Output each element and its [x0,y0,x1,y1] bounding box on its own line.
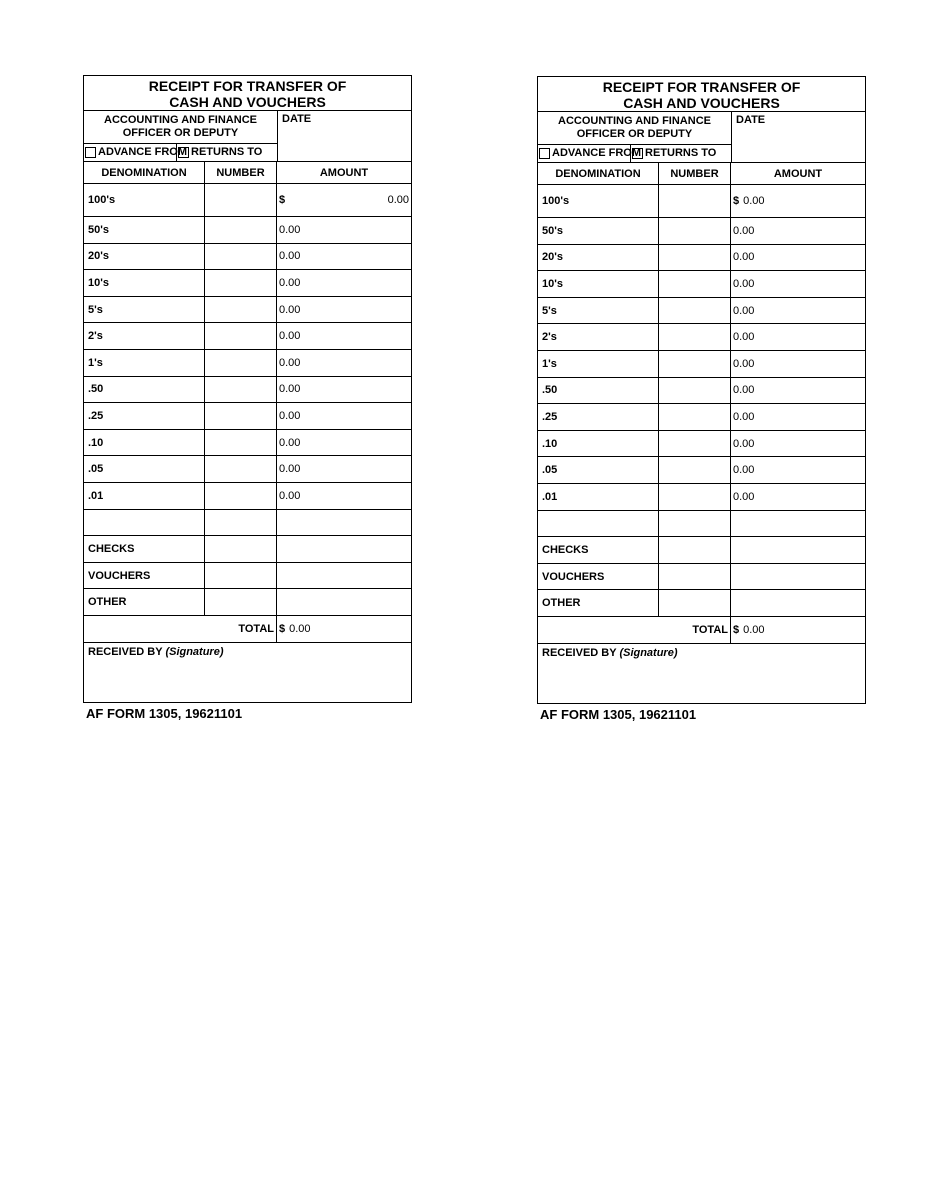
number-cell[interactable] [205,377,277,403]
total-currency-symbol: $ [733,623,740,636]
column-header-row [84,162,411,184]
date-label: DATE [736,114,766,126]
denomination-cell: 1's [538,351,659,377]
amount-cell[interactable] [277,403,411,429]
denomination-cell: CHECKS [84,536,205,562]
transfer-type-checks [84,144,277,161]
denomination-cell: .05 [84,456,205,482]
table-row [84,510,411,537]
column-header-row [538,163,865,185]
denomination-cell: 100's [84,184,205,216]
denomination-cell: .05 [538,457,659,483]
table-row [84,377,411,404]
amount-cell[interactable] [277,184,411,216]
amount-value: 0.00 [733,357,755,370]
table-row [538,484,865,511]
advance-from-option[interactable] [538,145,642,162]
amount-cell[interactable] [277,350,411,376]
number-cell[interactable] [659,484,731,510]
number-cell[interactable] [205,430,277,456]
number-cell[interactable] [205,297,277,323]
number-cell[interactable] [659,298,731,324]
amount-cell[interactable] [731,431,865,457]
denomination-cell: .10 [84,430,205,456]
amount-value: 0.00 [279,436,301,449]
table-row [538,537,865,564]
amount-value: 0.00 [733,437,755,450]
amount-cell[interactable] [731,404,865,430]
denomination-cell [84,510,205,536]
number-header: NUMBER [659,163,731,184]
table-row [84,456,411,483]
amount-value: 0.00 [279,463,301,476]
amount-cell[interactable] [277,456,411,482]
amount-cell[interactable] [731,324,865,350]
denomination-cell: VOUCHERS [84,563,205,589]
amount-cell[interactable] [731,537,865,563]
table-row [538,457,865,484]
amount-cell[interactable] [731,457,865,483]
returns-to-label: RETURNS TO [191,146,263,158]
officer-section [84,111,278,161]
amount-cell[interactable] [277,323,411,349]
amount-header: AMOUNT [773,167,823,180]
officer-label [84,111,277,144]
table-row [84,563,411,590]
denomination-cell: OTHER [538,590,659,616]
denomination-cell: OTHER [84,589,205,615]
number-cell[interactable] [659,457,731,483]
number-cell[interactable] [205,563,277,589]
denomination-cell: 2's [538,324,659,350]
amount-cell[interactable] [277,563,411,589]
table-row [84,403,411,430]
total-value: 0.00 [289,622,311,635]
table-row [84,350,411,377]
total-row [84,616,411,643]
table-row [538,431,865,458]
amount-cell[interactable] [277,483,411,509]
amount-cell[interactable] [731,564,865,590]
table-row [84,589,411,616]
amount-cell[interactable] [277,244,411,270]
amount-value: 0.00 [733,410,755,423]
table-row [538,590,865,617]
denomination-cell: 20's [538,245,659,271]
denomination-cell: .25 [538,404,659,430]
number-cell[interactable] [205,589,277,615]
denomination-cell: .50 [84,377,205,403]
number-cell[interactable] [205,184,277,216]
denomination-rows [84,184,411,616]
denomination-cell: 10's [84,270,205,296]
signature-note: (Signature) [619,646,678,659]
table-row [84,323,411,350]
form-title [538,77,865,112]
title-line-2: CASH AND VOUCHERS [169,94,326,110]
denomination-cell: 5's [84,297,205,323]
number-cell[interactable] [659,378,731,404]
amount-cell[interactable] [277,430,411,456]
advance-from-option[interactable] [84,144,188,161]
denomination-cell: .25 [84,403,205,429]
number-cell[interactable] [205,350,277,376]
amount-value: 0.00 [279,330,301,343]
number-cell[interactable] [659,218,731,244]
form-title [84,76,411,111]
total-row [538,617,865,644]
denomination-cell: .01 [84,483,205,509]
table-row [538,404,865,431]
table-row [84,297,411,324]
denomination-cell: .10 [538,431,659,457]
officer-line-2: OFFICER OR DEPUTY [122,127,239,139]
amount-cell[interactable] [731,245,865,271]
amount-cell[interactable] [731,298,865,324]
denomination-rows [538,185,865,617]
header-block [84,111,411,162]
number-cell[interactable] [659,590,731,616]
amount-value: 0.00 [279,250,301,263]
form-number: AF FORM 1305, 19621101 [540,706,697,722]
table-row [538,378,865,405]
denomination-cell: 10's [538,271,659,297]
amount-value: 0.00 [279,383,301,396]
table-row [84,483,411,510]
denomination-cell: 50's [84,217,205,243]
table-row [84,244,411,271]
table-row [538,298,865,325]
amount-value: 0.00 [733,384,755,397]
amount-value: 0.00 [733,331,755,344]
returns-to-option[interactable] [177,144,277,161]
amount-value: 0.00 [733,490,755,503]
amount-value: 0.00 [743,195,765,207]
table-row [538,324,865,351]
amount-value: 0.00 [733,464,755,477]
amount-cell[interactable] [277,510,411,536]
table-row [84,270,411,297]
receipt-form-left [83,75,412,721]
amount-cell[interactable] [731,511,865,537]
amount-cell[interactable] [277,297,411,323]
returns-to-checkbox[interactable] [632,148,643,159]
number-cell[interactable] [205,244,277,270]
table-row [538,245,865,272]
amount-header: AMOUNT [319,166,369,179]
number-cell[interactable] [659,245,731,271]
total-amount-field[interactable] [731,617,865,643]
number-cell[interactable] [205,483,277,509]
amount-value: 0.00 [279,276,301,289]
denomination-cell [538,511,659,537]
officer-section [538,112,732,162]
number-cell[interactable] [659,351,731,377]
amount-value: 0.00 [279,303,301,316]
transfer-type-checks [538,145,731,162]
amount-value: 0.00 [733,251,755,264]
currency-symbol: $ [279,194,286,206]
number-cell[interactable] [205,270,277,296]
advance-from-label: ADVANCE FROM [98,146,188,158]
total-label: TOTAL [538,617,731,643]
amount-cell[interactable] [731,271,865,297]
number-cell[interactable] [205,217,277,243]
receipt-box [83,75,412,703]
date-field[interactable] [278,111,411,161]
table-row [84,536,411,563]
received-by-field[interactable] [84,643,411,702]
amount-cell[interactable] [731,351,865,377]
number-cell[interactable] [659,564,731,590]
table-row [84,184,411,217]
received-by-label: RECEIVED BY [88,645,163,658]
advance-from-label: ADVANCE FROM [552,147,642,159]
advance-from-checkbox[interactable] [539,148,550,159]
denomination-cell: .50 [538,378,659,404]
denomination-header: DENOMINATION [538,163,659,184]
amount-cell[interactable] [277,270,411,296]
table-row [84,430,411,457]
table-row [538,564,865,591]
returns-to-option[interactable] [631,145,731,162]
denomination-cell: 5's [538,298,659,324]
denomination-cell: 1's [84,350,205,376]
amount-value: 0.00 [279,409,301,422]
title-line-1: RECEIPT FOR TRANSFER OF [602,79,801,95]
amount-cell[interactable] [277,536,411,562]
officer-line-2: OFFICER OR DEPUTY [576,128,693,140]
amount-cell[interactable] [731,185,865,217]
total-currency-symbol: $ [279,622,286,635]
number-cell[interactable] [205,510,277,536]
receipt-form-right [537,76,866,722]
officer-label [538,112,731,145]
title-line-1: RECEIPT FOR TRANSFER OF [148,78,347,94]
amount-value: 0.00 [733,304,755,317]
table-row [538,218,865,245]
number-cell[interactable] [205,323,277,349]
signature-note: (Signature) [165,645,224,658]
amount-value: 0.00 [279,489,301,502]
number-cell[interactable] [659,324,731,350]
total-amount-field[interactable] [277,616,411,642]
date-field[interactable] [732,112,865,162]
currency-symbol: $ [733,195,740,207]
received-by-field[interactable] [538,644,865,703]
denomination-cell: .01 [538,484,659,510]
denomination-cell: 20's [84,244,205,270]
amount-cell[interactable] [731,484,865,510]
denomination-header: DENOMINATION [84,162,205,183]
number-cell[interactable] [659,185,731,217]
total-value: 0.00 [743,623,765,636]
amount-cell[interactable] [731,218,865,244]
form-number: AF FORM 1305, 19621101 [86,705,243,721]
returns-to-checkbox[interactable] [178,147,189,158]
amount-cell[interactable] [277,589,411,615]
header-block [538,112,865,163]
denomination-cell: VOUCHERS [538,564,659,590]
number-cell[interactable] [659,537,731,563]
table-row [84,217,411,244]
denomination-cell: 50's [538,218,659,244]
amount-cell[interactable] [731,590,865,616]
amount-cell[interactable] [731,378,865,404]
amount-value: 0.00 [279,356,301,369]
table-row [538,351,865,378]
denomination-cell: CHECKS [538,537,659,563]
amount-value: 0.00 [733,224,755,237]
amount-value: 0.00 [279,223,301,236]
number-cell[interactable] [205,403,277,429]
number-cell[interactable] [659,404,731,430]
amount-cell[interactable] [277,377,411,403]
title-line-2: CASH AND VOUCHERS [623,95,780,111]
returns-to-label: RETURNS TO [645,147,717,159]
number-cell[interactable] [205,456,277,482]
number-header: NUMBER [205,162,277,183]
table-row [538,185,865,218]
amount-value: 0.00 [387,194,409,206]
received-by-label: RECEIVED BY [542,646,617,659]
advance-from-checkbox[interactable] [85,147,96,158]
denomination-cell: 100's [538,185,659,217]
number-cell[interactable] [659,431,731,457]
date-label: DATE [282,113,312,125]
amount-cell[interactable] [277,217,411,243]
total-label: TOTAL [84,616,277,642]
number-cell[interactable] [659,511,731,537]
table-row [538,271,865,298]
officer-line-1: ACCOUNTING AND FINANCE [104,114,257,126]
table-row [538,511,865,538]
amount-value: 0.00 [733,277,755,290]
number-cell[interactable] [659,271,731,297]
receipt-box [537,76,866,704]
officer-line-1: ACCOUNTING AND FINANCE [558,115,711,127]
number-cell[interactable] [205,536,277,562]
denomination-cell: 2's [84,323,205,349]
